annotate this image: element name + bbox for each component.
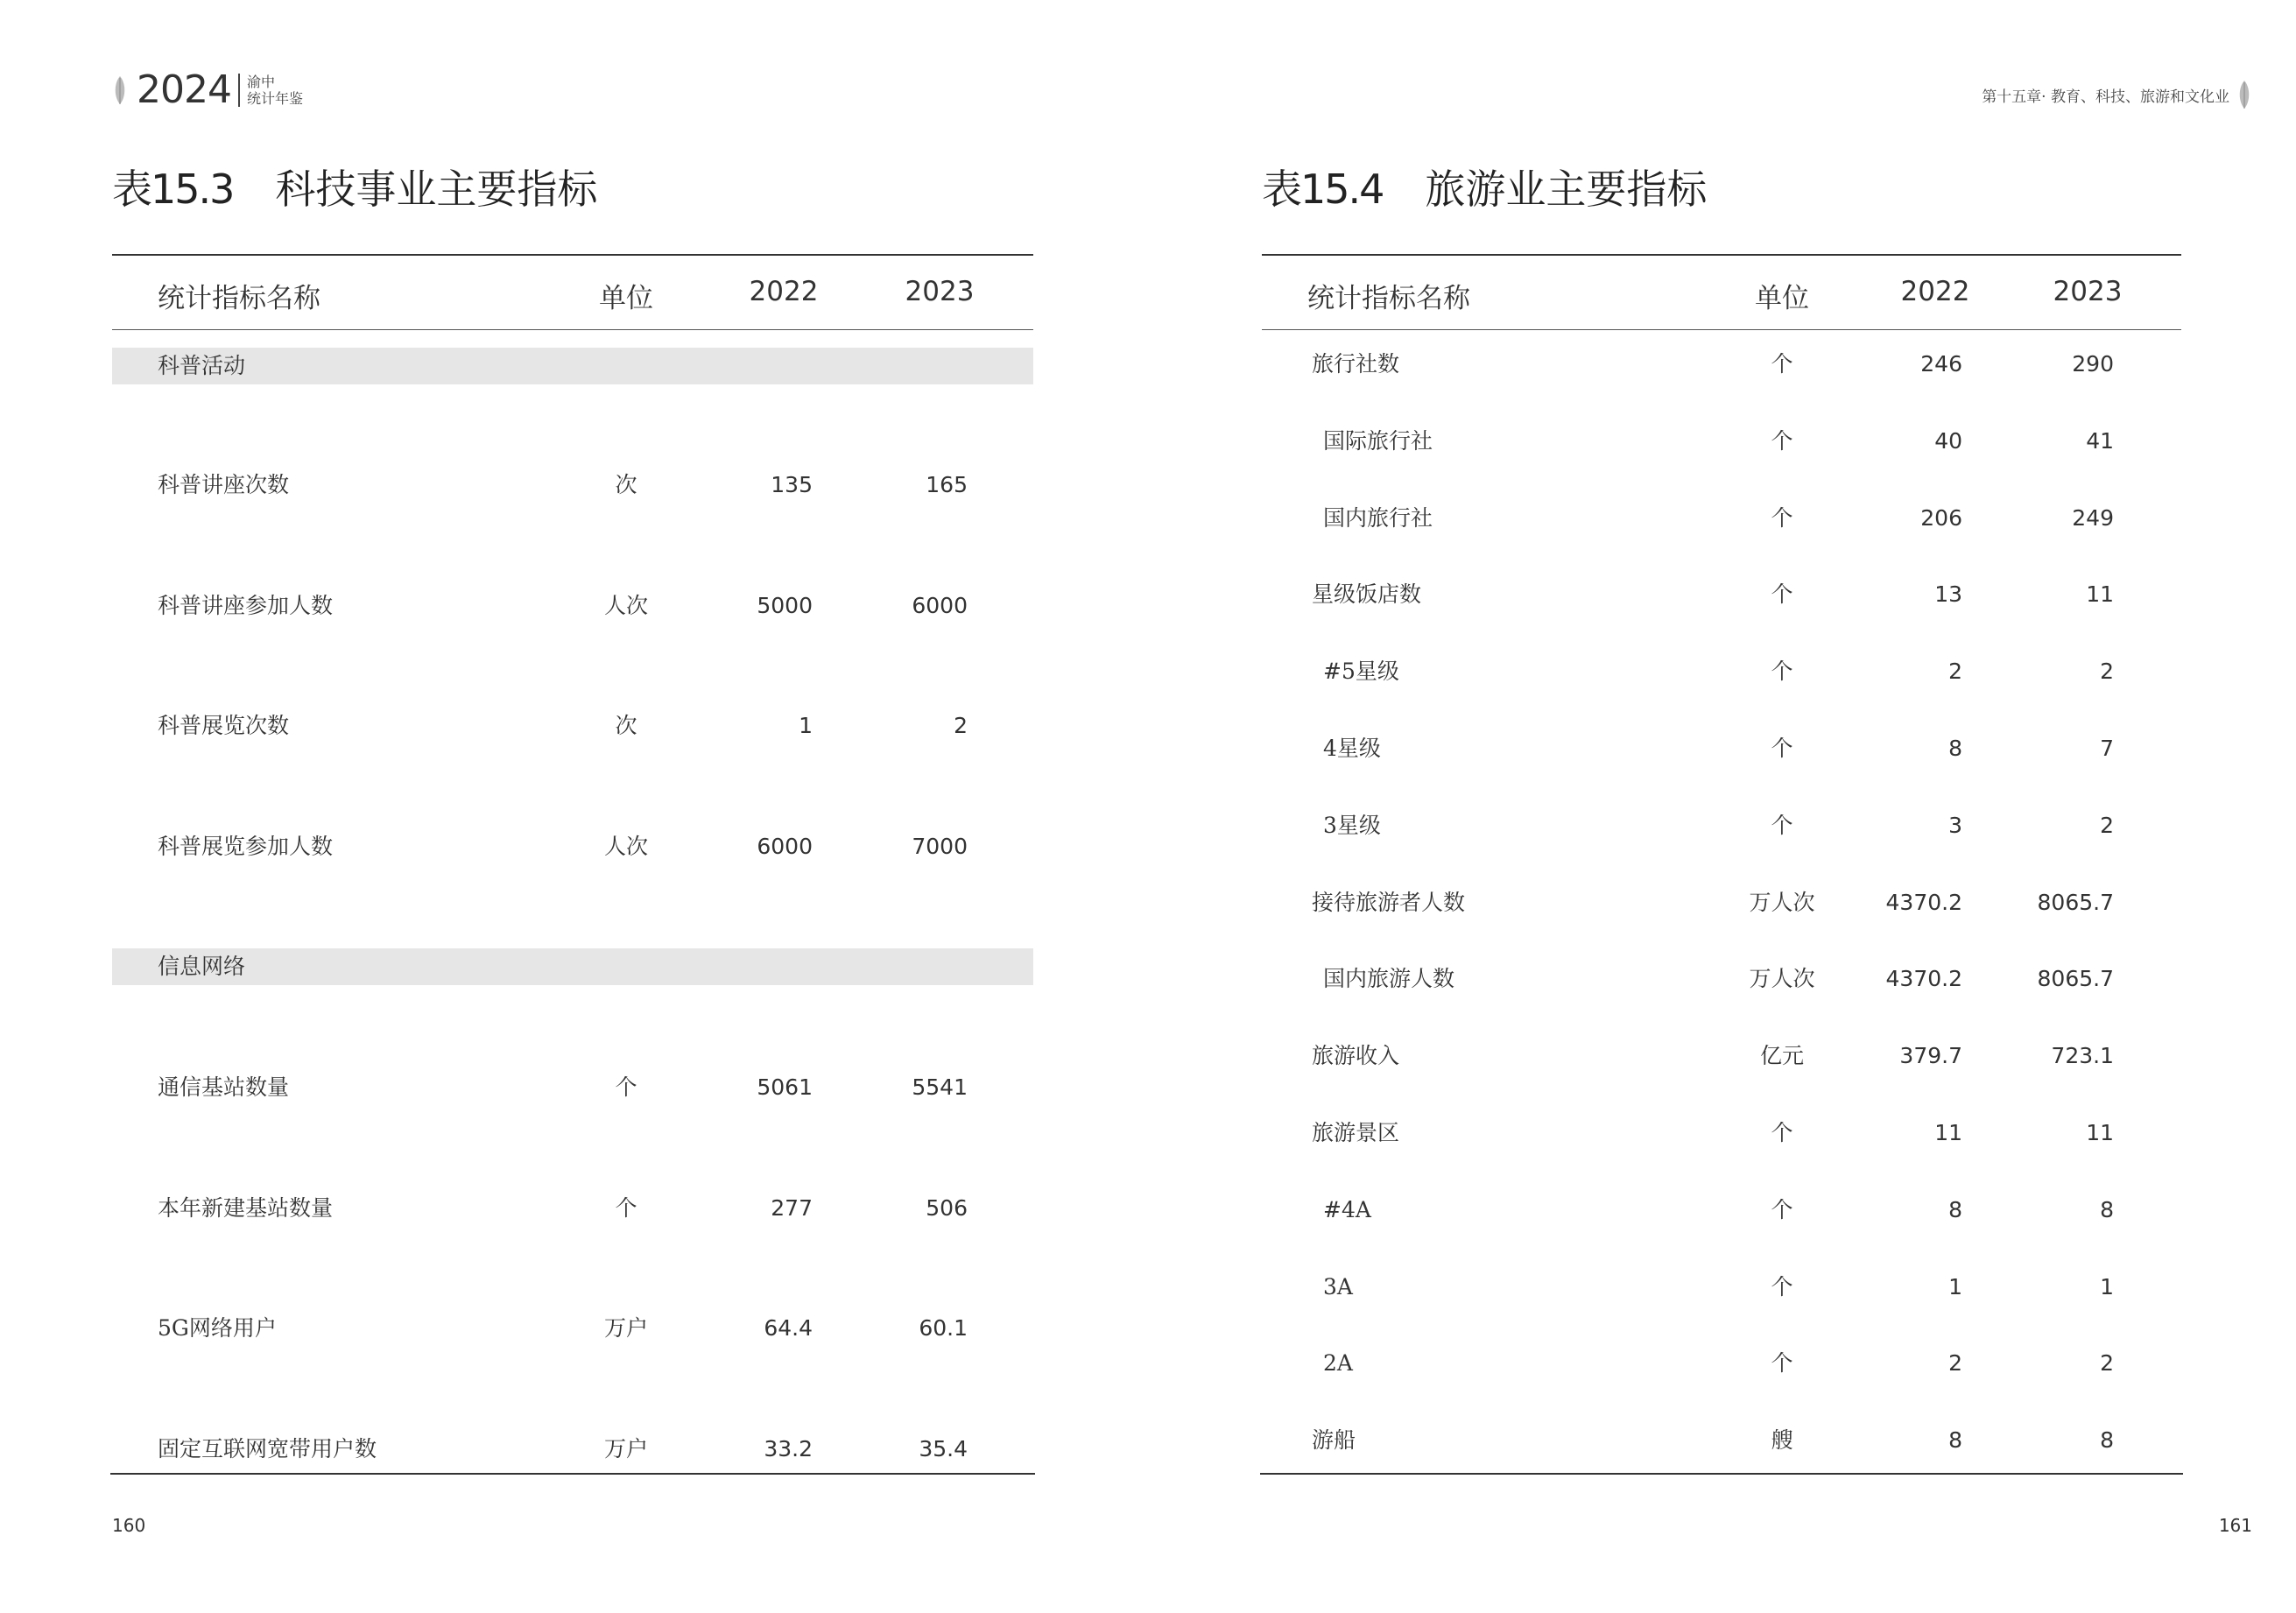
column-header-unit: 单位 xyxy=(1755,283,1809,314)
column-header-2022: 2022 xyxy=(749,276,819,307)
leaf-icon xyxy=(112,74,128,106)
row-value-2022: 33.2 xyxy=(764,1436,813,1462)
column-header-unit: 单位 xyxy=(599,283,653,314)
row-name: 游船 xyxy=(1312,1427,1356,1454)
row-unit: 个 xyxy=(1771,504,1793,531)
table-name: 旅游业主要指标 xyxy=(1425,166,1708,213)
table-title xyxy=(112,158,597,215)
table-row xyxy=(1148,729,2296,768)
row-value-2023: 35.4 xyxy=(919,1436,968,1462)
chapter-title: 第十五章· 教育、科技、旅游和文化业 xyxy=(1982,88,2229,106)
section-label: 信息网络 xyxy=(158,954,246,979)
row-value-2022: 1 xyxy=(1948,1273,1962,1300)
row-name: 科普讲座参加人数 xyxy=(158,593,334,618)
row-value-2023: 290 xyxy=(2072,351,2114,377)
row-unit: 个 xyxy=(1771,1350,1793,1377)
table-row xyxy=(1148,345,2296,384)
yearbook-brand xyxy=(112,68,303,112)
row-unit: 个 xyxy=(1771,812,1793,838)
row-name: 科普展览参加人数 xyxy=(158,834,334,859)
table-row xyxy=(1148,884,2296,922)
row-name: 固定互联网宽带用户数 xyxy=(158,1436,377,1462)
row-unit: 万户 xyxy=(603,1436,648,1462)
brand-subtitle xyxy=(247,74,303,107)
row-value-2022: 277 xyxy=(771,1195,813,1221)
row-unit: 次 xyxy=(615,713,637,738)
table-bottom-rule xyxy=(1260,1473,2183,1475)
row-value-2023: 7000 xyxy=(912,834,968,859)
row-unit: 万户 xyxy=(603,1315,648,1341)
row-value-2022: 8 xyxy=(1948,736,1962,761)
row-value-2023: 165 xyxy=(926,472,968,497)
row-value-2022: 4370.2 xyxy=(1885,889,1962,915)
brand-subtitle-line-1: 渝中 xyxy=(246,74,275,90)
row-value-2023: 1 xyxy=(2100,1273,2114,1300)
row-name: 4星级 xyxy=(1323,736,1381,761)
column-header-2023: 2023 xyxy=(905,276,975,307)
row-value-2022: 13 xyxy=(1934,581,1962,608)
row-value-2022: 5000 xyxy=(757,593,813,618)
table-top-rule xyxy=(112,254,1033,256)
row-name: 科普讲座次数 xyxy=(158,472,290,497)
chapter-header xyxy=(1982,79,2252,110)
leaf-icon xyxy=(2236,79,2252,110)
row-unit: 人次 xyxy=(603,834,648,859)
table-row xyxy=(1148,1268,2296,1307)
row-value-2023: 60.1 xyxy=(919,1315,968,1341)
row-name: 国内旅行社 xyxy=(1323,504,1433,531)
row-unit: 个 xyxy=(1771,1196,1793,1222)
row-value-2022: 11 xyxy=(1934,1120,1962,1145)
header-bottom-rule xyxy=(112,329,1033,330)
row-value-2022: 4370.2 xyxy=(1885,966,1962,992)
row-value-2023: 8 xyxy=(2100,1427,2114,1454)
row-value-2022: 8 xyxy=(1948,1196,1962,1222)
row-name: 通信基站数量 xyxy=(158,1074,290,1100)
row-value-2023: 2 xyxy=(954,713,968,738)
row-unit: 个 xyxy=(1771,736,1793,761)
table-row xyxy=(0,1189,1148,1228)
section-label: 科普活动 xyxy=(158,353,246,378)
section-band xyxy=(112,948,1033,985)
table-number: 表15.4 xyxy=(1262,166,1384,213)
row-name: 3星级 xyxy=(1323,812,1381,838)
column-header-2022: 2022 xyxy=(1900,276,1970,307)
table-row xyxy=(0,1430,1148,1469)
row-name: 2A xyxy=(1323,1350,1353,1377)
table-row xyxy=(1148,806,2296,845)
table-number: 表15.3 xyxy=(112,166,234,213)
row-name: 接待旅游者人数 xyxy=(1312,889,1466,915)
row-value-2023: 8065.7 xyxy=(2037,889,2114,915)
row-name: 科普展览次数 xyxy=(158,713,290,738)
table-row xyxy=(1148,422,2296,461)
row-value-2022: 2 xyxy=(1948,1350,1962,1377)
column-header-name: 统计指标名称 xyxy=(158,283,320,314)
row-unit: 万人次 xyxy=(1749,966,1815,992)
row-value-2023: 41 xyxy=(2086,427,2114,454)
row-name: 5G网络用户 xyxy=(158,1315,277,1341)
table-name: 科技事业主要指标 xyxy=(275,166,598,213)
table-row xyxy=(0,1309,1148,1348)
row-unit: 个 xyxy=(615,1195,637,1221)
row-value-2023: 723.1 xyxy=(2051,1043,2114,1069)
row-value-2023: 8 xyxy=(2100,1196,2114,1222)
table-row xyxy=(1148,960,2296,998)
row-unit: 个 xyxy=(1771,1120,1793,1145)
row-value-2022: 6000 xyxy=(757,834,813,859)
page-number: 160 xyxy=(112,1515,146,1536)
row-value-2023: 7 xyxy=(2100,736,2114,761)
row-unit: 亿元 xyxy=(1759,1043,1804,1069)
brand-year: 2024 xyxy=(137,67,231,112)
row-unit: 个 xyxy=(1771,1273,1793,1300)
row-value-2023: 5541 xyxy=(912,1074,968,1100)
table-row xyxy=(0,587,1148,625)
row-unit: 次 xyxy=(615,472,637,497)
row-name: #4A xyxy=(1323,1196,1371,1222)
row-value-2023: 11 xyxy=(2086,581,2114,608)
row-unit: 个 xyxy=(1771,351,1793,377)
row-unit: 个 xyxy=(615,1074,637,1100)
table-row xyxy=(0,707,1148,745)
row-value-2022: 8 xyxy=(1948,1427,1962,1454)
row-value-2023: 2 xyxy=(2100,1350,2114,1377)
table-row xyxy=(0,828,1148,866)
column-header-name: 统计指标名称 xyxy=(1307,283,1470,314)
table-row xyxy=(0,1068,1148,1107)
brand-subtitle-line-2: 统计年鉴 xyxy=(246,90,303,107)
row-unit: 个 xyxy=(1771,581,1793,608)
row-value-2022: 379.7 xyxy=(1899,1043,1962,1069)
row-name: 旅游收入 xyxy=(1312,1043,1400,1069)
row-name: 本年新建基站数量 xyxy=(158,1195,334,1221)
row-value-2023: 8065.7 xyxy=(2037,966,2114,992)
row-unit: 艘 xyxy=(1771,1427,1793,1454)
row-name: #5星级 xyxy=(1323,659,1399,685)
row-value-2022: 1 xyxy=(799,713,813,738)
row-value-2022: 206 xyxy=(1920,504,1962,531)
table-row xyxy=(1148,1191,2296,1229)
row-name: 旅行社数 xyxy=(1312,351,1400,377)
brand-divider xyxy=(238,74,240,107)
row-value-2022: 135 xyxy=(771,472,813,497)
table-row xyxy=(1148,1114,2296,1152)
table-bottom-rule xyxy=(110,1473,1035,1475)
row-value-2022: 2 xyxy=(1948,659,1962,685)
row-value-2022: 40 xyxy=(1934,427,1962,454)
row-name: 星级饭店数 xyxy=(1312,581,1422,608)
row-name: 3A xyxy=(1323,1273,1353,1300)
row-name: 国际旅行社 xyxy=(1323,427,1433,454)
row-value-2022: 3 xyxy=(1948,812,1962,838)
table-row xyxy=(1148,652,2296,691)
row-value-2023: 2 xyxy=(2100,659,2114,685)
table-row xyxy=(1148,1421,2296,1460)
row-value-2023: 6000 xyxy=(912,593,968,618)
row-unit: 个 xyxy=(1771,427,1793,454)
row-name: 旅游景区 xyxy=(1312,1120,1400,1145)
row-value-2023: 11 xyxy=(2086,1120,2114,1145)
right-page xyxy=(1148,0,2296,1613)
table-row xyxy=(0,466,1148,504)
column-header-2023: 2023 xyxy=(2053,276,2123,307)
row-name: 国内旅游人数 xyxy=(1323,966,1455,992)
table-row xyxy=(1148,1037,2296,1075)
table-row xyxy=(1148,499,2296,538)
header-bottom-rule xyxy=(1262,329,2181,330)
table-top-rule xyxy=(1262,254,2181,256)
section-band xyxy=(112,348,1033,384)
row-unit: 人次 xyxy=(603,593,648,618)
row-unit: 万人次 xyxy=(1749,889,1815,915)
row-value-2022: 64.4 xyxy=(764,1315,813,1341)
row-value-2023: 2 xyxy=(2100,812,2114,838)
table-row xyxy=(1148,1344,2296,1383)
row-value-2023: 506 xyxy=(926,1195,968,1221)
table-row xyxy=(1148,575,2296,614)
row-unit: 个 xyxy=(1771,659,1793,685)
row-value-2023: 249 xyxy=(2072,504,2114,531)
table-title xyxy=(1262,158,1707,215)
page-number: 161 xyxy=(2218,1515,2252,1536)
row-value-2022: 5061 xyxy=(757,1074,813,1100)
row-value-2022: 246 xyxy=(1920,351,1962,377)
